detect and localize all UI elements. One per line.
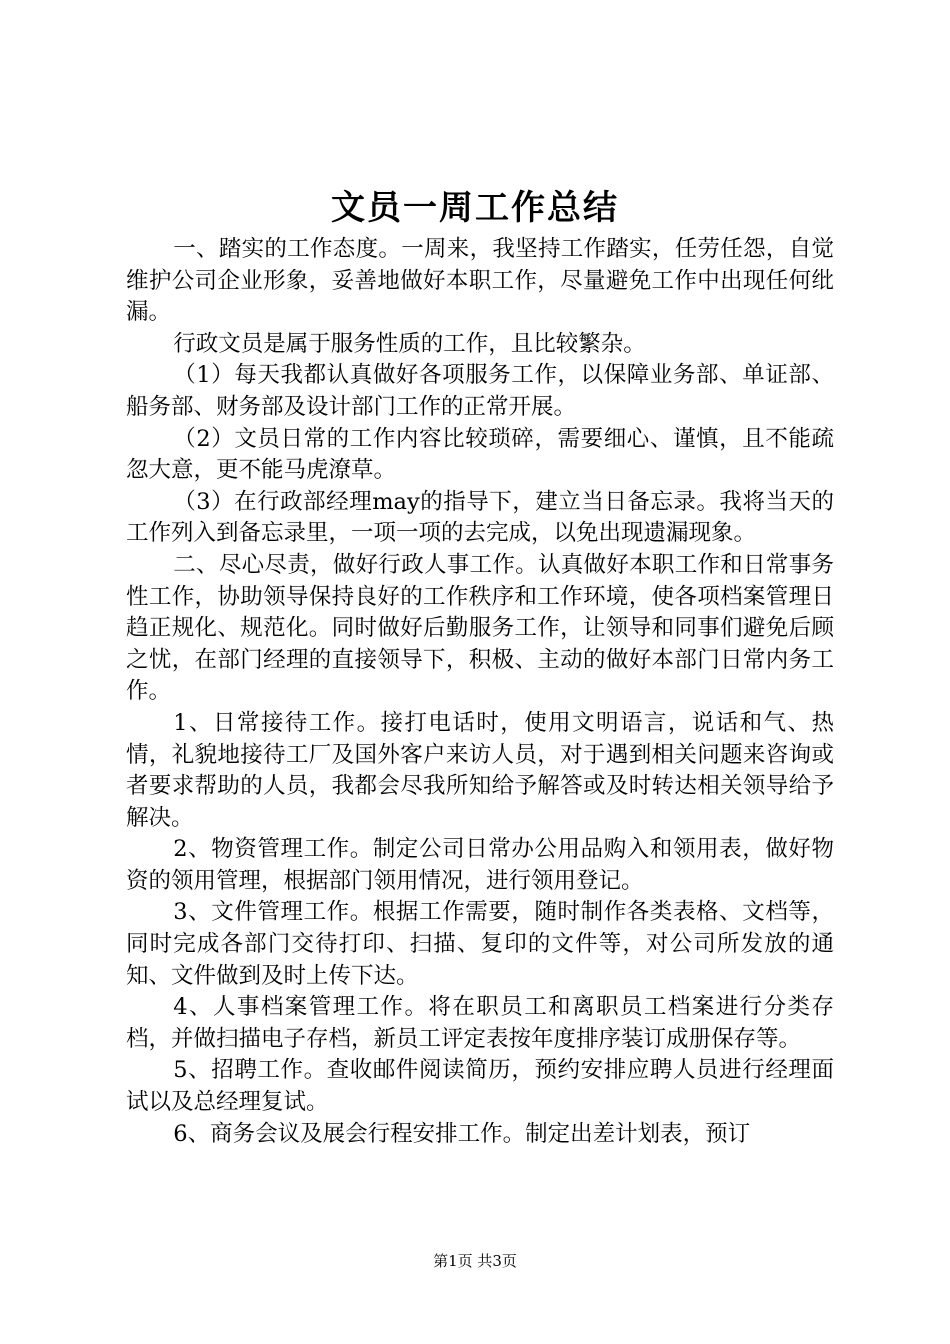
document-title: 文员一周工作总结 bbox=[331, 188, 619, 228]
paragraph: 行政文员是属于服务性质的工作，且比较繁杂。 bbox=[173, 330, 646, 357]
paragraph: 6、商务会议及展会行程安排工作。制定出差计划表，预订 bbox=[173, 1120, 751, 1147]
document-body bbox=[126, 234, 834, 1150]
paragraph: 3、文件管理工作。根据工作需要，随时制作各类表格、文档等，同时完成各部门交待打印、扫描、复印的文件等，对公司所发放的通知、文件做到及时上传下达。 bbox=[126, 899, 834, 989]
paragraph: （3）在行政部经理may的指导下，建立当日备忘录。我将当天的工作列入到备忘录里，一项一项的去完成，以免出现遗漏现象。 bbox=[126, 488, 834, 547]
paragraph: 二、尽心尽责，做好行政人事工作。认真做好本职工作和日常事务性工作，协助领导保持良好的工作秩序和工作环境，使各项档案管理日趋正规化、规范化。同时做好后勤服务工作，让领导和同事们避免后顾之忧，在部门经理的直接领导下，积极、主动的做好本部门日常内务工作。 bbox=[126, 551, 834, 705]
paragraph: 2、物资管理工作。制定公司日常办公用品购入和领用表，做好物资的领用管理，根据部门领用情况，进行领用登记。 bbox=[126, 836, 834, 894]
paragraph: 一、踏实的工作态度。一周来，我坚持工作踏实，任劳任怨，自觉维护公司企业形象，妥善地做好本职工作，尽量避免工作中出现任何纰漏。 bbox=[126, 236, 834, 326]
paragraph: （2）文员日常的工作内容比较琐碎，需要细心、谨慎，且不能疏忽大意，更不能马虎潦草。 bbox=[126, 425, 834, 484]
page-footer: 第1页 共3页 bbox=[433, 1252, 517, 1270]
paragraph: 4、人事档案管理工作。将在职员工和离职员工档案进行分类存档，并做扫描电子存档，新员工评定表按年度排序装订成册保存等。 bbox=[126, 994, 834, 1052]
paragraph: 5、招聘工作。查收邮件阅读简历，预约安排应聘人员进行经理面试以及总经理复试。 bbox=[126, 1057, 834, 1116]
paragraph: （1）每天我都认真做好各项服务工作，以保障业务部、单证部、船务部、财务部及设计部门工作的正常开展。 bbox=[126, 362, 834, 420]
paragraph: 1、日常接待工作。接打电话时，使用文明语言，说话和气、热情，礼貌地接待工厂及国外客户来访人员，对于遇到相关问题来咨询或者要求帮助的人员，我都会尽我所知给予解答或及时转达相关领导给予解决。 bbox=[126, 709, 834, 831]
